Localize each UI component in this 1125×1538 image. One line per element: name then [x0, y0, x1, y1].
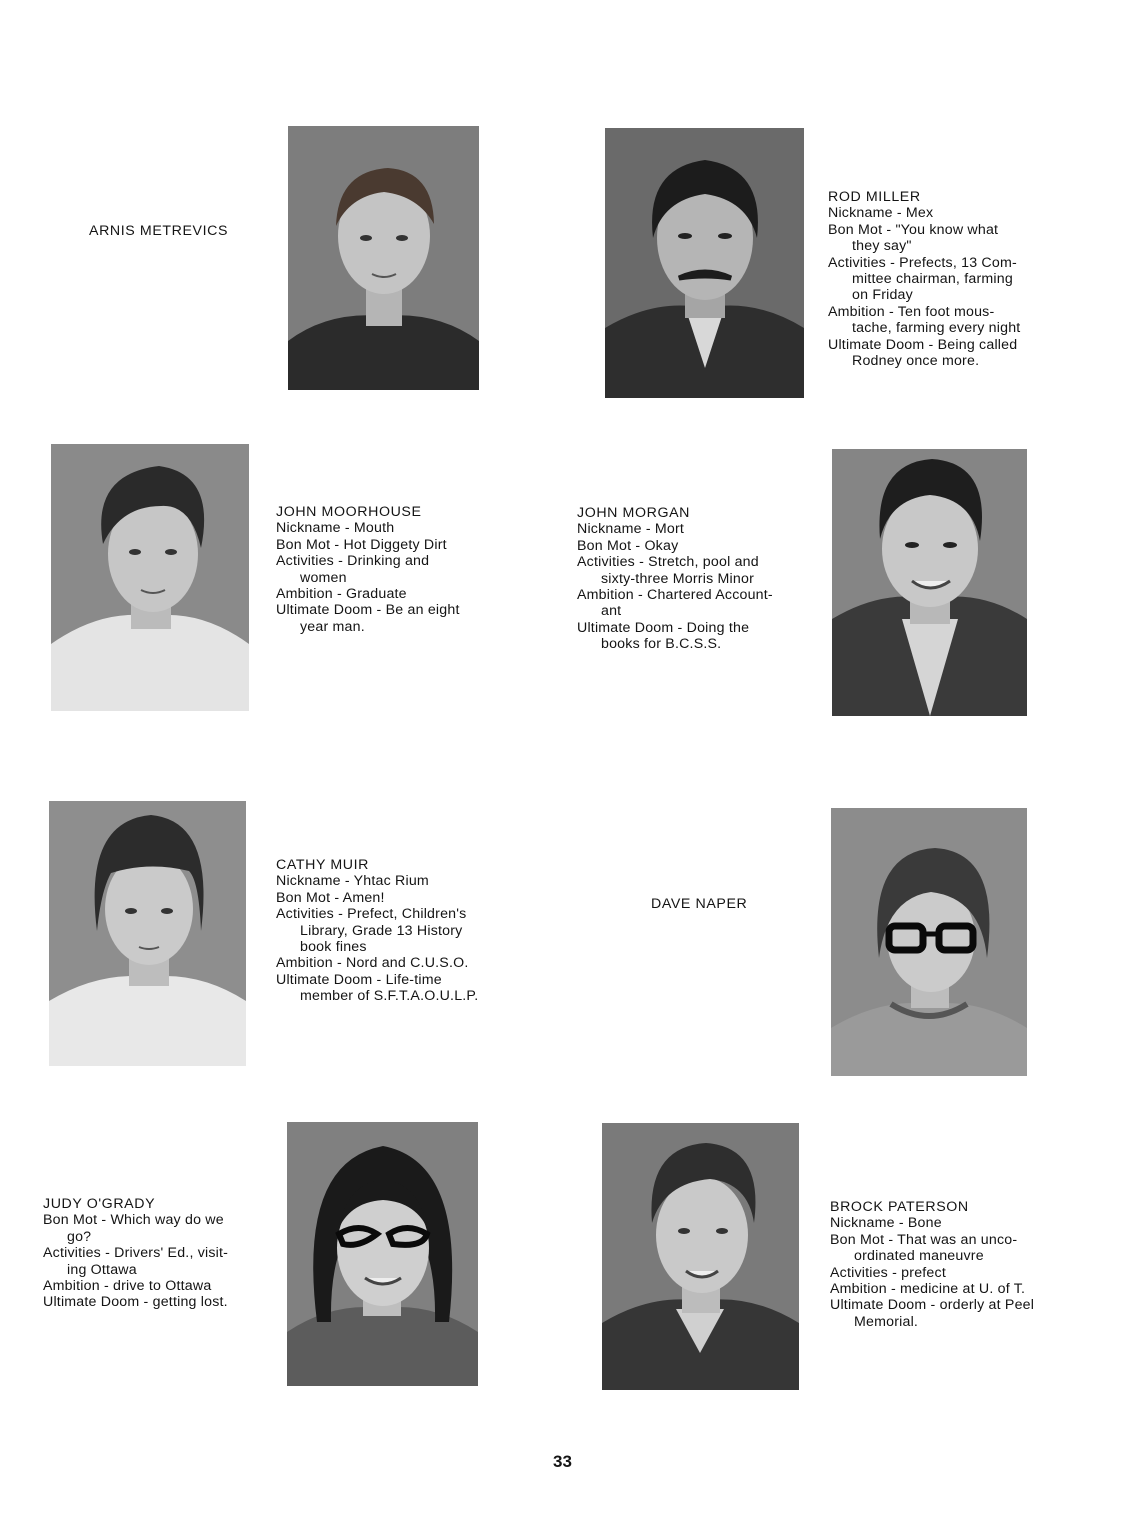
bio-entry: Ambition - drive to Ottawa [43, 1278, 212, 1295]
student-name: JUDY O'GRADY [43, 1196, 156, 1212]
portrait-silhouette-icon [288, 126, 479, 390]
bio-entry: Bon Mot - Okay [577, 537, 679, 554]
bio-entry: Activities - Prefect, Children's Library, Grade 13 History book fines [276, 906, 467, 956]
photo-john-morgan [832, 449, 1027, 716]
photo-arnis-metrevics [288, 126, 479, 390]
portrait-silhouette-icon [51, 444, 249, 711]
portrait-silhouette-icon [831, 808, 1027, 1076]
bio-entry: Ultimate Doom - Life-time member of S.F.T.A.O.U.L.P. [276, 971, 479, 1005]
student-name: CATHY MUIR [276, 857, 369, 873]
portrait-silhouette-icon [49, 801, 246, 1066]
bio-entry: Nickname - Mex [828, 205, 934, 222]
bio-entry: Ambition - Nord and C.U.S.O. [276, 955, 469, 972]
bio-entry: Ultimate Doom - Being called Rodney once more. [828, 336, 1018, 370]
photo-brock-paterson [602, 1123, 799, 1390]
student-name: JOHN MOORHOUSE [276, 504, 422, 520]
bio-entry: Ambition - Chartered Account- ant [577, 587, 773, 620]
bio-entry: Activities - prefect [830, 1264, 946, 1281]
photo-john-moorhouse [51, 444, 249, 711]
bio-entry: Nickname - Bone [830, 1215, 942, 1232]
bio-entry: Bon Mot - Amen! [276, 889, 385, 906]
bio-john-morgan [577, 505, 817, 653]
portrait-silhouette-icon [287, 1122, 478, 1386]
portrait-silhouette-icon [602, 1123, 799, 1390]
bio-rod-miller [828, 189, 1068, 369]
bio-entry: Ultimate Doom - Doing the books for B.C.S.S. [577, 619, 750, 653]
bio-entry: Ultimate Doom - getting lost. [43, 1294, 228, 1311]
bio-entry: Nickname - Mort [577, 521, 685, 538]
portrait-silhouette-icon [605, 128, 804, 398]
bio-entry: Activities - Prefects, 13 Com- mittee chairman, farming on Friday [828, 254, 1017, 304]
bio-entry: Bon Mot - "You know what they say" [828, 221, 999, 255]
bio-entry: Ambition - Ten foot mous- tache, farming every night [828, 303, 1021, 337]
bio-entry: Ambition - medicine at U. of T. [830, 1281, 1026, 1298]
bio-entry: Activities - Drinking and women [276, 553, 430, 586]
portrait-silhouette-icon [832, 449, 1027, 716]
student-name: JOHN MORGAN [577, 505, 691, 521]
student-name: BROCK PATERSON [830, 1199, 969, 1215]
bio-entry: Bon Mot - Which way do we go? [43, 1212, 224, 1245]
bio-brock-paterson [830, 1199, 1090, 1330]
student-name: ROD MILLER [828, 189, 921, 205]
bio-cathy-muir [276, 857, 526, 1005]
bio-entry: Nickname - Yhtac Rium [276, 873, 429, 890]
bio-entry: Ultimate Doom - Be an eight year man. [276, 602, 460, 635]
photo-judy-ogrady [287, 1122, 478, 1386]
bio-entry: Nickname - Mouth [276, 520, 395, 537]
photo-cathy-muir [49, 801, 246, 1066]
bio-entry: Ambition - Graduate [276, 586, 407, 603]
bio-entry: Activities - Stretch, pool and sixty-three Morris Minor [577, 554, 759, 587]
bio-entry: Activities - Drivers' Ed., visit- ing Ottawa [43, 1245, 229, 1278]
photo-rod-miller [605, 128, 804, 398]
bio-john-moorhouse [276, 504, 506, 635]
student-name-dave-naper: DAVE NAPER [651, 896, 748, 912]
photo-dave-naper [831, 808, 1027, 1076]
student-name-arnis-metrevics: ARNIS METREVICS [89, 223, 229, 239]
bio-entry: Bon Mot - That was an unco- ordinated maneuvre [830, 1231, 1018, 1265]
bio-entry: Ultimate Doom - orderly at Peel Memorial. [830, 1297, 1035, 1330]
bio-entry: Bon Mot - Hot Diggety Dirt [276, 536, 447, 553]
bio-judy-ogrady [43, 1196, 283, 1311]
page-number: 33 [553, 1452, 572, 1471]
